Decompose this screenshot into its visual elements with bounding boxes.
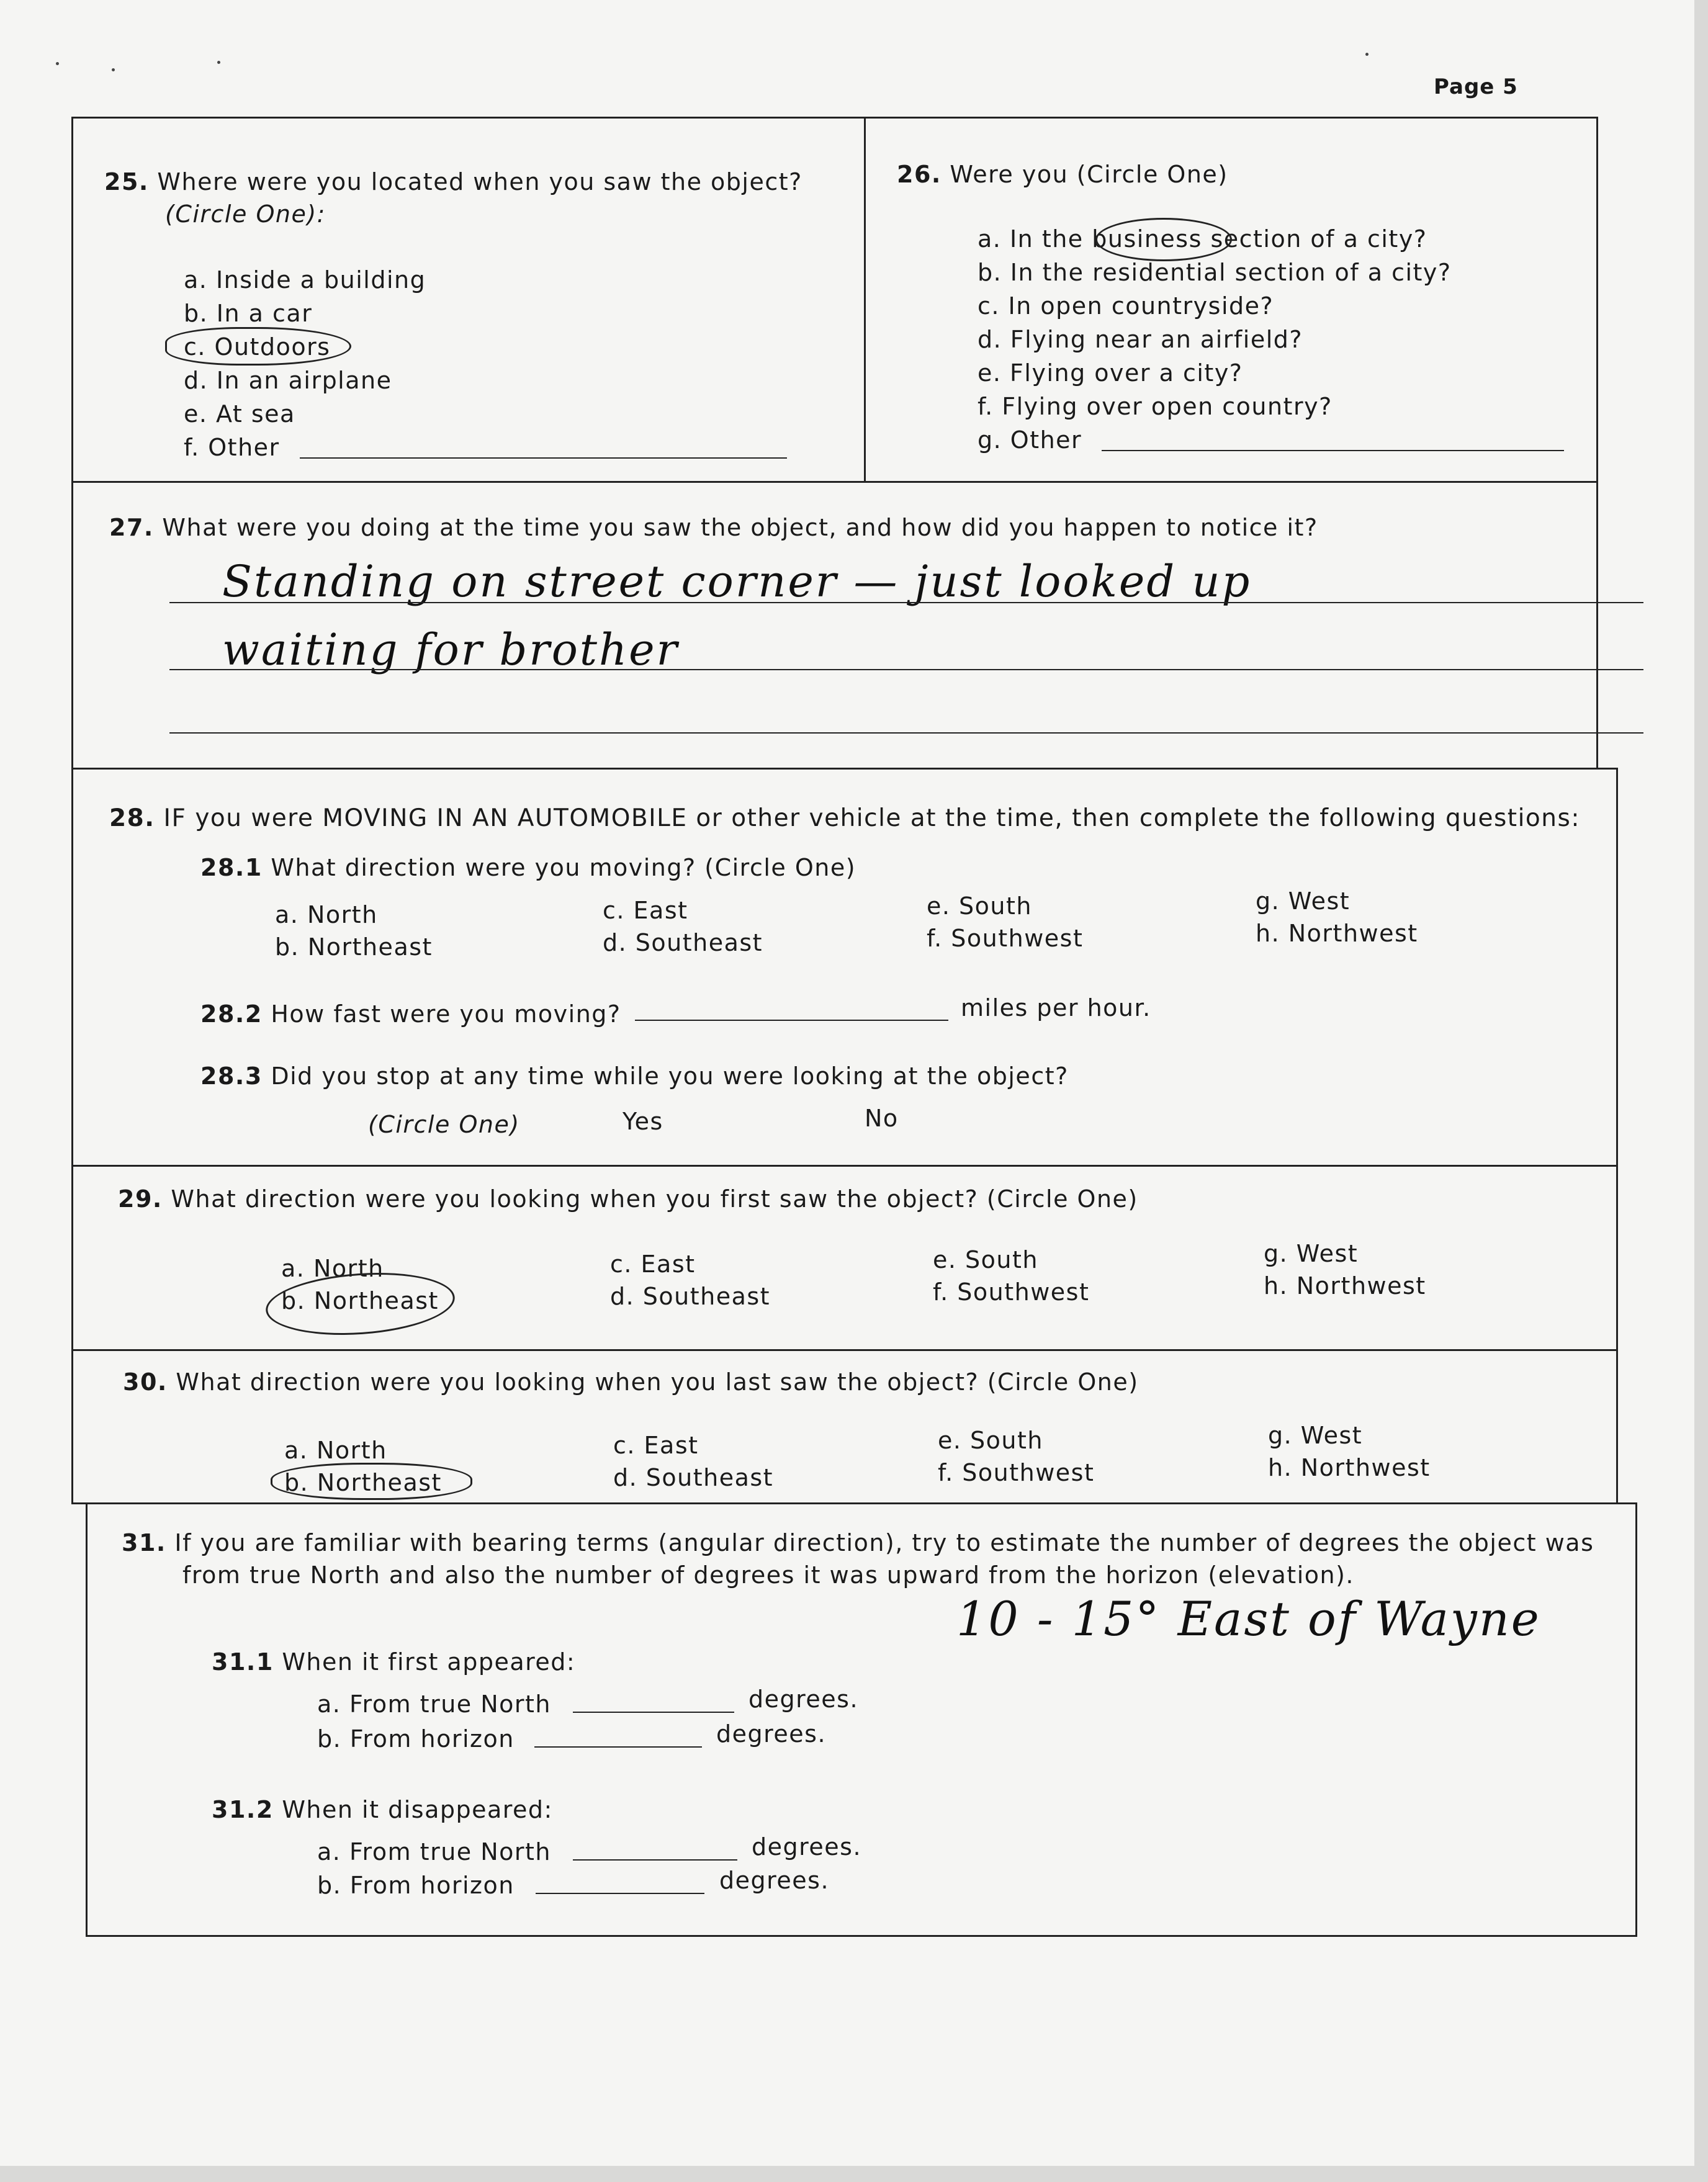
q28-1-option-f[interactable]: f. Southwest [927, 925, 1084, 952]
q28-1-option-c[interactable]: c. East [603, 897, 688, 924]
q26-other-line[interactable] [1102, 450, 1564, 451]
q29-option-a[interactable]: a. North [281, 1255, 384, 1282]
q30-number: 30. [123, 1368, 168, 1396]
q26-section [864, 117, 1598, 483]
q25-option-a[interactable]: a. Inside a building [184, 266, 426, 294]
q30-option-c[interactable]: c. East [613, 1432, 699, 1459]
q28-2-speed-line[interactable] [635, 1020, 948, 1021]
q30-section [71, 1349, 1618, 1504]
q25-instruction: (Circle One): [165, 200, 326, 228]
q27-number: 27. [109, 514, 154, 541]
q30-option-e[interactable]: e. South [938, 1427, 1043, 1454]
q25-number: 25. [104, 168, 149, 195]
q28-1-question: What direction were you moving? (Circle One) [271, 854, 856, 881]
q29-section [71, 1165, 1618, 1351]
q25-circle-mark [165, 327, 351, 366]
q29-option-f[interactable]: f. Southwest [933, 1278, 1090, 1306]
q29-question: What direction were you looking when you first saw the object? (Circle One) [171, 1185, 1138, 1213]
q31-1-b-unit: degrees. [716, 1720, 827, 1748]
q28-1-option-h[interactable]: h. Northwest [1256, 920, 1418, 947]
q28-number: 28. [109, 804, 155, 832]
q25-question: Where were you located when you saw the object? [157, 168, 802, 195]
q29-option-h[interactable]: h. Northwest [1264, 1272, 1426, 1300]
q31-2-b-line[interactable] [536, 1893, 704, 1894]
q29-option-e[interactable]: e. South [933, 1246, 1038, 1273]
q30-option-g[interactable]: g. West [1268, 1422, 1363, 1449]
q27-handwritten-line-1: Standing on street corner — just looked up [222, 556, 1252, 607]
q26-option-c[interactable]: c. In open countryside? [978, 292, 1274, 320]
q30-option-h[interactable]: h. Northwest [1268, 1454, 1431, 1481]
q28-2-question: How fast were you moving? [271, 1000, 621, 1028]
q26-option-a[interactable]: a. In the business section of a city? [978, 225, 1427, 253]
q28-1-label: 28.1 [200, 854, 263, 881]
scan-speck [56, 62, 59, 65]
q31-1-a-unit: degrees. [748, 1686, 859, 1713]
q31-section [86, 1502, 1637, 1937]
q31-2-a-unit: degrees. [752, 1833, 862, 1861]
q26-option-g[interactable]: g. Other [978, 426, 1082, 454]
q28-2-suffix: miles per hour. [961, 994, 1151, 1021]
q25-section [71, 117, 866, 483]
q28-2-label: 28.2 [200, 1000, 263, 1028]
q25-option-e[interactable]: e. At sea [184, 400, 295, 428]
q31-1-b-line[interactable] [534, 1746, 702, 1748]
page-number: Page 5 [1434, 74, 1518, 99]
q26-option-f[interactable]: f. Flying over open country? [978, 393, 1333, 420]
q28-1-option-b[interactable]: b. Northeast [275, 933, 433, 961]
q25-option-c[interactable]: c. Outdoors [184, 333, 331, 361]
q31-1-b-label: b. From horizon [317, 1725, 515, 1753]
q28-1-option-d[interactable]: d. Southeast [603, 929, 763, 956]
q25-option-f[interactable]: f. Other [184, 434, 280, 461]
q26-circle-mark [1095, 218, 1232, 261]
q26-option-b[interactable]: b. In the residential section of a city? [978, 259, 1452, 286]
q31-question-line-2: from true North and also the number of degrees it was upward from the horizon (elevation). [182, 1561, 1354, 1589]
q31-1-question: When it first appeared: [282, 1648, 576, 1676]
q31-2-b-unit: degrees. [719, 1867, 830, 1894]
q27-answer-line-1[interactable] [169, 602, 1643, 603]
q31-2-question: When it disappeared: [282, 1796, 553, 1823]
q25-option-d[interactable]: d. In an airplane [184, 367, 392, 394]
q28-3-no[interactable]: No [865, 1105, 899, 1132]
q27-handwritten-line-2: waiting for brother [222, 624, 679, 675]
q31-2-b-label: b. From horizon [317, 1872, 515, 1899]
q28-intro: IF you were MOVING IN AN AUTOMOBILE or other vehicle at the time, then complete the following questions: [163, 804, 1580, 832]
q29-number: 29. [118, 1185, 163, 1213]
q30-option-a[interactable]: a. North [284, 1437, 387, 1464]
q31-2-a-label: a. From true North [317, 1838, 552, 1865]
q29-option-d[interactable]: d. Southeast [610, 1283, 771, 1310]
q31-1-label: 31.1 [212, 1648, 274, 1676]
q28-3-yes[interactable]: Yes [623, 1108, 663, 1135]
q27-answer-line-3[interactable] [169, 732, 1643, 734]
scan-speck [217, 61, 220, 64]
q27-answer-line-2[interactable] [169, 669, 1643, 670]
q27-section [71, 481, 1598, 770]
q28-1-option-g[interactable]: g. West [1256, 887, 1351, 915]
q30-option-b[interactable]: b. Northeast [284, 1469, 442, 1496]
q28-3-question: Did you stop at any time while you were looking at the object? [271, 1062, 1069, 1090]
q28-3-label: 28.3 [200, 1062, 263, 1090]
scan-speck [1365, 53, 1369, 56]
q25-option-b[interactable]: b. In a car [184, 300, 313, 327]
scan-speck [112, 68, 115, 71]
q31-1-a-label: a. From true North [317, 1690, 552, 1718]
q29-option-b[interactable]: b. Northeast [281, 1287, 439, 1314]
q30-option-d[interactable]: d. Southeast [613, 1464, 774, 1491]
q31-handwritten-answer: 10 - 15° East of Wayne [956, 1591, 1541, 1646]
q28-section [71, 768, 1618, 1167]
q31-1-a-line[interactable] [573, 1712, 734, 1713]
q31-question-line-1: If you are familiar with bearing terms (angular direction), try to estimate the number of degrees the object was [174, 1529, 1594, 1556]
q26-number: 26. [897, 161, 942, 188]
q31-2-a-line[interactable] [573, 1859, 737, 1861]
q31-number: 31. [122, 1529, 166, 1556]
q28-1-option-e[interactable]: e. South [927, 892, 1032, 920]
q30-question: What direction were you looking when you last saw the object? (Circle One) [176, 1368, 1139, 1396]
q25-other-line[interactable] [300, 457, 787, 459]
q29-option-g[interactable]: g. West [1264, 1240, 1359, 1267]
q31-2-label: 31.2 [212, 1796, 274, 1823]
q28-1-option-a[interactable]: a. North [275, 901, 378, 928]
q30-option-f[interactable]: f. Southwest [938, 1459, 1095, 1486]
q26-question: Were you (Circle One) [950, 161, 1228, 188]
q27-question: What were you doing at the time you saw the object, and how did you happen to notice it? [162, 514, 1318, 541]
q26-option-d[interactable]: d. Flying near an airfield? [978, 326, 1303, 353]
q30-circle-mark [271, 1463, 472, 1500]
q29-option-c[interactable]: c. East [610, 1250, 696, 1278]
q28-3-instruction: (Circle One) [368, 1111, 520, 1138]
q26-option-e[interactable]: e. Flying over a city? [978, 359, 1243, 387]
